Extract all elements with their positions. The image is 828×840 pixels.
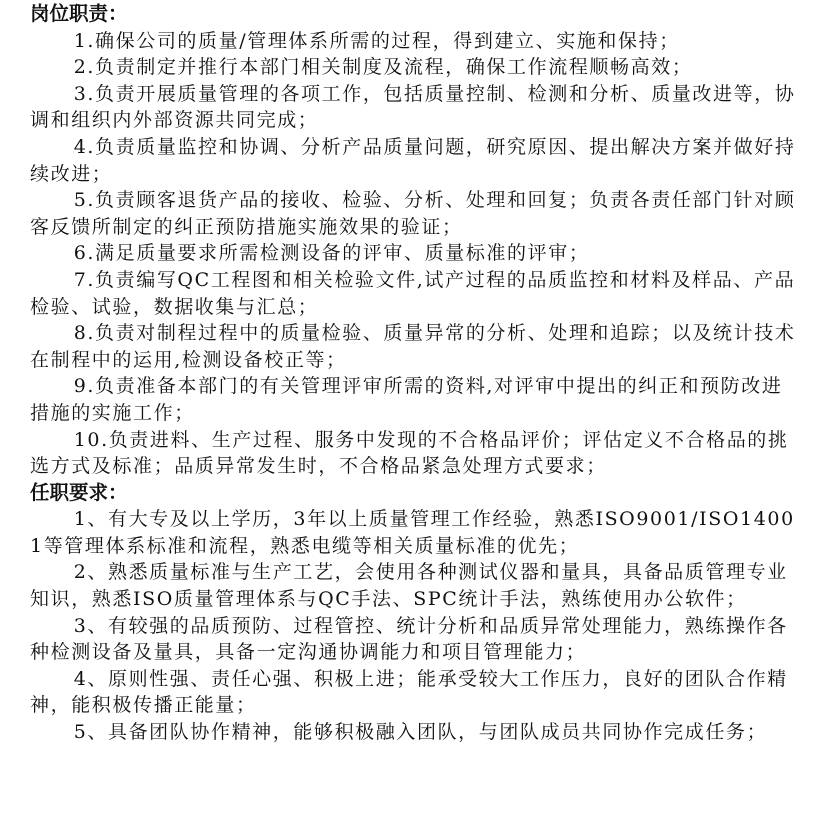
responsibility-item-9: 9.负责准备本部门的有关管理评审所需的资料,对评审中提出的纠正和预防改进措施的实施工作；: [30, 375, 783, 424]
responsibility-item-1: 1.确保公司的质量/管理体系所需的过程，得到建立、实施和保持；: [73, 29, 680, 52]
requirements-section: [30, 480, 798, 746]
requirement-item-5: 5、具备团队协作精神，能够积极融入团队，与团队成员共同协作完成任务；: [73, 721, 768, 744]
responsibilities-section: [30, 0, 798, 480]
responsibility-item-8: 8.负责对制程过程中的质量检验、质量异常的分析、处理和追踪；以及统计技术在制程中的运用,检测设备校正等；: [30, 322, 796, 371]
responsibility-item-7: 7.负责编写QC工程图和相关检验文件,试产过程的品质监控和材料及样品、产品检验、试验，数据收集与汇总；: [30, 268, 796, 318]
requirements-list: [30, 506, 798, 745]
requirement-item-4: 4、原则性强、责任心强、积极上进；能承受较大工作压力，良好的团队合作精神，能积极传播正能量；: [30, 667, 788, 717]
responsibilities-list: [30, 28, 798, 480]
requirements-heading: 任职要求：: [30, 480, 128, 504]
responsibility-item-2: 2.负责制定并推行本部门相关制度及流程，确保工作流程顺畅高效；: [73, 56, 693, 79]
requirement-item-3: 3、有较强的品质预防、过程管控、统计分析和品质异常处理能力，熟练操作各种检测设备及量具，具备一定沟通协调能力和项目管理能力；: [30, 614, 788, 664]
responsibility-item-4: 4.负责质量监控和协调、分析产品质量问题，研究原因、提出解决方案并做好持续改进；: [30, 135, 796, 185]
responsibility-item-10: 10.负责进料、生产过程、服务中发现的不合格品评价；评估定义不合格品的挑选方式及标准；品质异常发生时，不合格品紧急处理方式要求；: [30, 428, 789, 478]
responsibility-item-5: 5.负责顾客退货产品的接收、检验、分析、处理和回复；负责各责任部门针对顾客反馈所制定的纠正预防措施实施效果的验证；: [30, 189, 796, 238]
responsibility-item-3: 3.负责开展质量管理的各项工作，包括质量控制、检测和分析、质量改进等，协调和组织内外部资源共同完成；: [30, 82, 796, 132]
responsibility-item-6: 6.满足质量要求所需检测设备的评审、质量标准的评审；: [73, 242, 590, 265]
requirement-item-2: 2、熟悉质量标准与生产工艺，会使用各种测试仪器和量具，具备品质管理专业知识，熟悉ISO质量管理体系与QC手法、SPC统计手法，熟练使用办公软件；: [30, 561, 788, 611]
responsibilities-heading: 岗位职责：: [30, 2, 128, 25]
requirement-item-1: 1、有大专及以上学历，3年以上质量管理工作经验，熟悉ISO9001/ISO14001等管理体系标准和流程，熟悉电缆等相关质量标准的优先；: [30, 508, 795, 557]
